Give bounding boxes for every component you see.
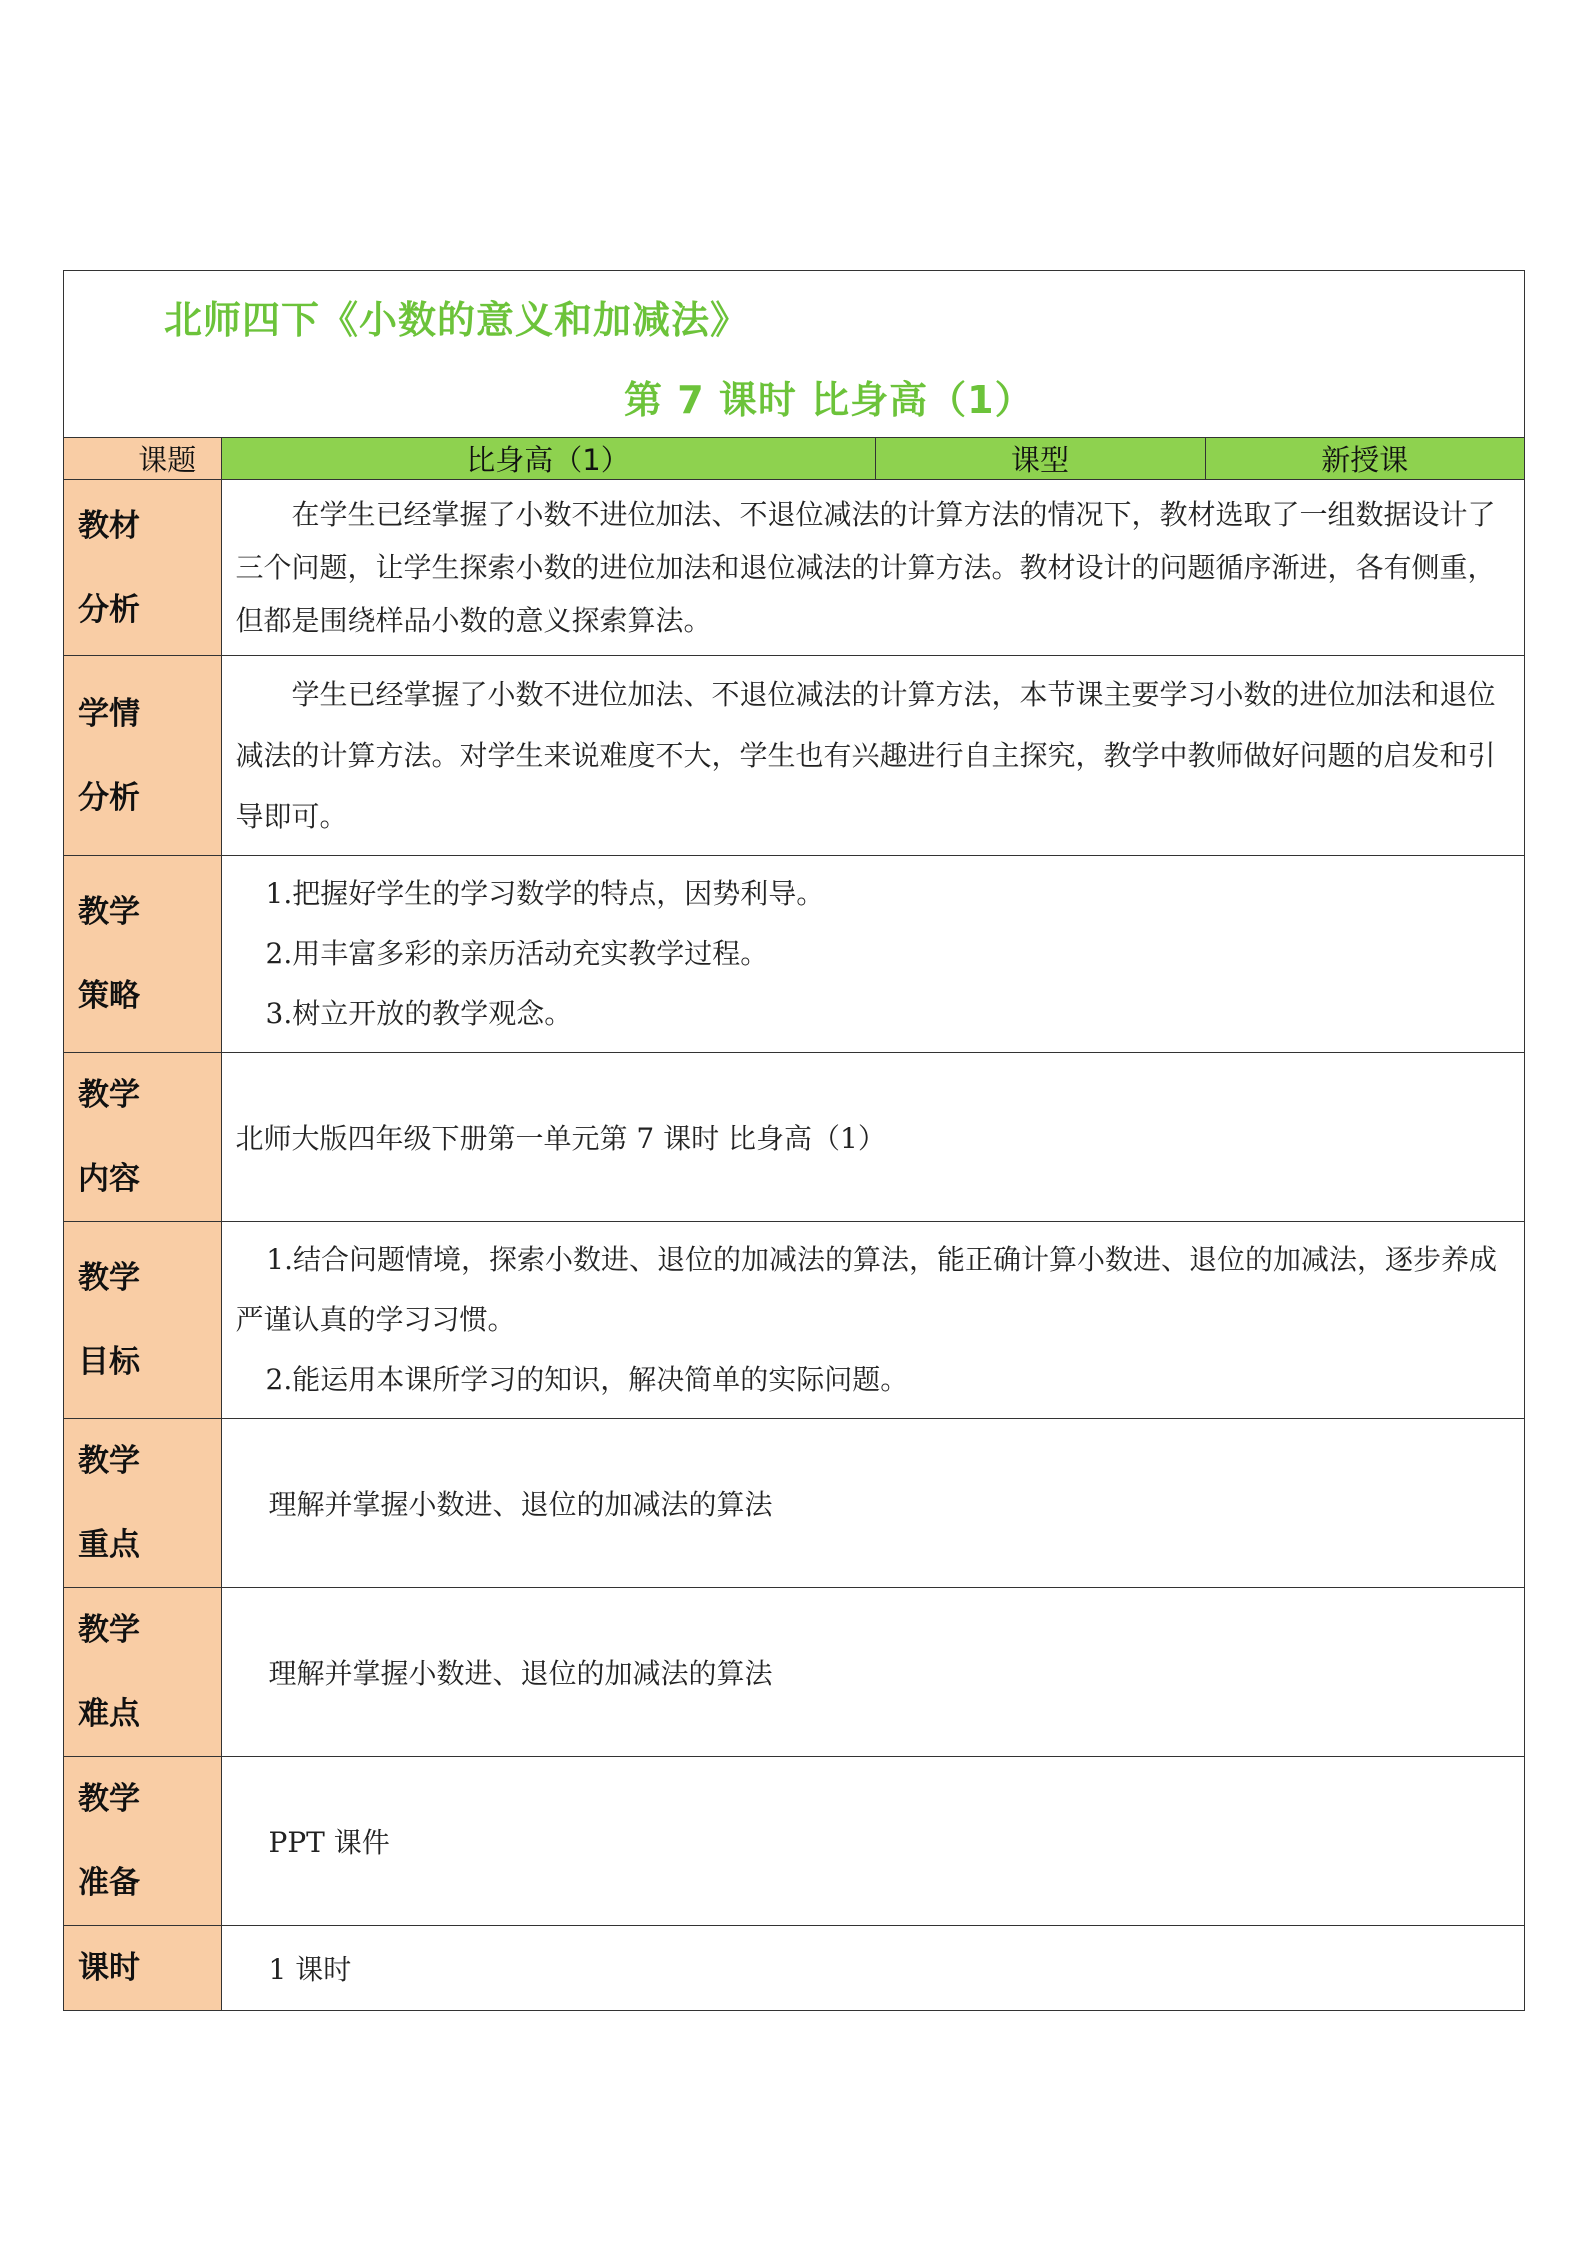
topic-value: 比身高（1）	[221, 438, 875, 480]
type-label: 课型	[875, 438, 1205, 480]
lesson-plan-sheet	[63, 270, 1525, 2011]
topic-row	[64, 438, 1524, 480]
goal-item: 1.结合问题情境，探索小数进、退位的加减法的算法，能正确计算小数进、退位的加减法，逐步养成严谨认真的学习习惯。	[235, 1243, 1498, 1336]
strategy-row	[64, 856, 1524, 1053]
material-row	[64, 480, 1524, 656]
hours-label: 课时	[64, 1926, 221, 2011]
content-row	[64, 1053, 1524, 1222]
title-block	[64, 271, 1524, 438]
topic-label: 课题	[64, 438, 221, 480]
difficulties-row	[64, 1588, 1524, 1757]
students-row	[64, 656, 1524, 856]
students-text-cell	[221, 656, 1524, 856]
key-points-text: 理解并掌握小数进、退位的加减法的算法	[221, 1419, 1524, 1588]
strategy-item: 3.树立开放的教学观念。	[265, 997, 573, 1030]
content-label: 教学 内容	[64, 1053, 221, 1222]
lesson-table	[64, 438, 1524, 2010]
strategy-item: 1.把握好学生的学习数学的特点，因势利导。	[265, 877, 825, 910]
key-points-row	[64, 1419, 1524, 1588]
preparation-text: PPT 课件	[221, 1757, 1524, 1926]
strategy-list	[221, 856, 1524, 1053]
material-text-cell	[221, 480, 1524, 656]
students-label: 学情 分析	[64, 656, 221, 856]
hours-row	[64, 1926, 1524, 2011]
hours-text: 1 课时	[221, 1926, 1524, 2011]
students-text: 学生已经掌握了小数不进位加法、不退位减法的计算方法，本节课主要学习小数的进位加法和退位减法的计算方法。对学生来说难度不大，学生也有兴趣进行自主探究，教学中教师做好问题的启发和引导即可。	[235, 678, 1496, 833]
goals-list	[221, 1222, 1524, 1419]
material-label: 教材 分析	[64, 480, 221, 656]
goal-item: 2.能运用本课所学习的知识，解决简单的实际问题。	[265, 1363, 909, 1396]
goals-label: 教学 目标	[64, 1222, 221, 1419]
goals-row	[64, 1222, 1524, 1419]
lesson-subtitle: 第 7 课时 比身高（1）	[624, 378, 1034, 422]
material-text: 在学生已经掌握了小数不进位加法、不退位减法的计算方法的情况下，教材选取了一组数据设计了三个问题，让学生探索小数的进位加法和退位减法的计算方法。教材设计的问题循序渐进，各有侧重，但都是围绕样品小数的意义探索算法。	[235, 498, 1496, 637]
document-title: 北师四下《小数的意义和加减法》	[164, 298, 750, 342]
content-text: 北师大版四年级下册第一单元第 7 课时 比身高（1）	[221, 1053, 1524, 1222]
difficulties-text: 理解并掌握小数进、退位的加减法的算法	[221, 1588, 1524, 1757]
key-points-label: 教学 重点	[64, 1419, 221, 1588]
preparation-label: 教学 准备	[64, 1757, 221, 1926]
preparation-row	[64, 1757, 1524, 1926]
strategy-label: 教学 策略	[64, 856, 221, 1053]
difficulties-label: 教学 难点	[64, 1588, 221, 1757]
strategy-item: 2.用丰富多彩的亲历活动充实教学过程。	[265, 937, 769, 970]
type-value: 新授课	[1205, 438, 1524, 480]
